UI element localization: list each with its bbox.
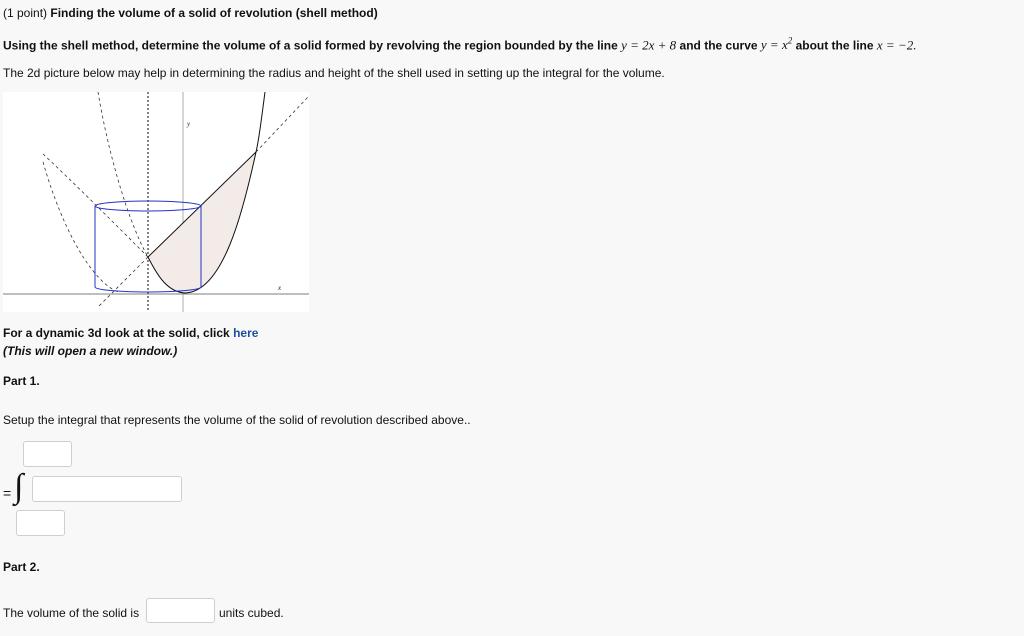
curve-equation [761,37,792,52]
integrand-input[interactable] [32,476,182,502]
equals-sign: = [3,485,12,501]
points-label: (1 point) [3,6,48,20]
x-axis-label: x [278,284,282,292]
dynamic-prefix: For a dynamic 3d look at the solid, click [3,326,230,340]
curve-exponent: 2 [787,36,793,46]
problem-title: Finding the volume of a solid of revolution (shell method) [50,6,378,20]
statement-intro: Using the shell method, determine the volume of a solid formed by revolving the region bounded by the line [3,38,618,53]
part2-label: Part 2. [3,560,40,574]
dynamic-3d-link[interactable]: here [233,326,259,340]
statement-and-curve: and the curve [679,38,758,53]
statement-about-line: about the line [795,38,874,53]
integral-sign: ∫ [14,468,24,505]
reflected-parabola-lower [43,162,118,292]
reflected-parabola [98,92,148,257]
problem-statement [3,36,916,53]
curve-base: y = x [760,37,788,53]
part2-prefix: The volume of the solid is [3,606,140,620]
part1-label: Part 1. [3,374,40,388]
line-extension [256,97,308,152]
upper-limit-input[interactable] [23,441,72,467]
dynamic-3d-line [3,326,258,340]
line-extension-lower [98,257,148,307]
region-diagram [3,92,309,312]
lower-limit-input[interactable] [16,510,65,536]
part2-suffix: units cubed. [219,606,284,620]
dynamic-note: (This will open a new window.) [3,344,178,358]
region-fill [148,152,256,293]
axis-equation: x = −2. [876,37,917,53]
y-axis-label: y [187,120,191,128]
shell-method-figure [3,92,309,312]
problem-header [3,6,378,20]
part1-instruction: Setup the integral that represents the volume of the solid of revolution described above.. [3,413,471,427]
volume-answer-input[interactable] [146,598,215,623]
hint-text: The 2d picture below may help in determining the radius and height of the shell used in setting up the integral for the volume. [3,66,665,80]
line-equation: y = 2x + 8 [621,37,677,53]
